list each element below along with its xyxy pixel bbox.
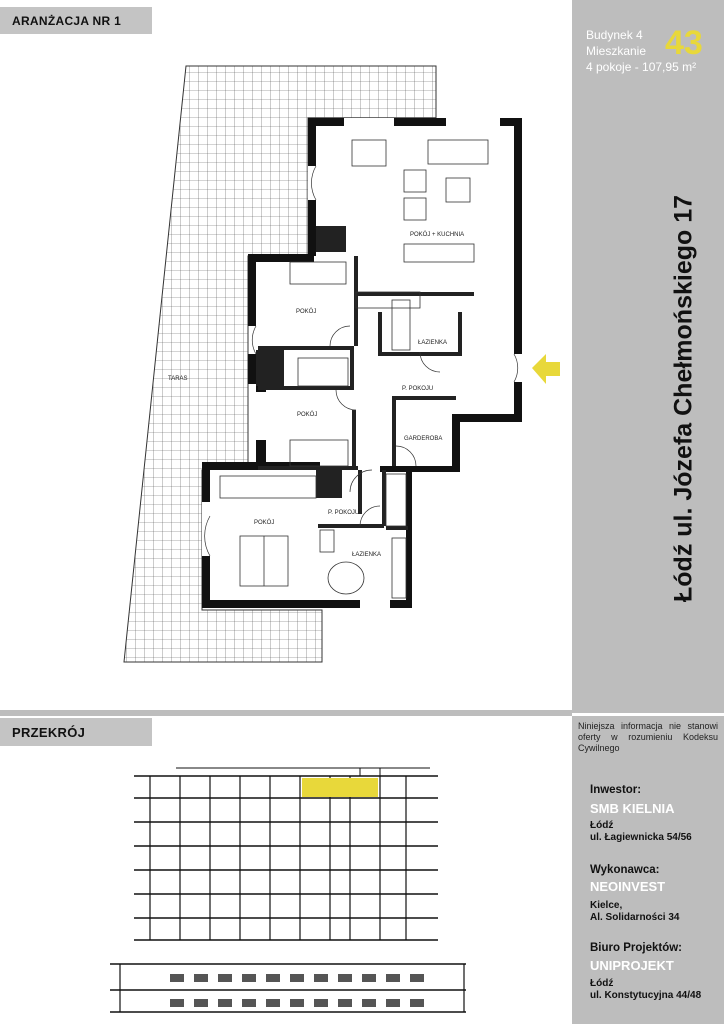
- building-section: [0, 746, 572, 1024]
- highlighted-apartment: [302, 778, 378, 797]
- contractor-street: Al. Solidarności 34: [590, 912, 680, 923]
- designer-street: ul. Konstytucyjna 44/48: [590, 990, 702, 1001]
- arrow-left-icon: [532, 354, 560, 384]
- contractor-name: NEOINVEST: [590, 879, 666, 894]
- designer-city: Łódź: [590, 978, 614, 989]
- investor-street: ul. Łagiewnicka 54/56: [590, 832, 692, 843]
- label-room-bottom: POKÓJ: [254, 520, 275, 526]
- apartment-label: Mieszkanie: [586, 44, 647, 58]
- apartment-number: 43: [665, 24, 703, 62]
- label-bath-top: ŁAZIENKA: [418, 340, 448, 346]
- roof-structure: [176, 768, 430, 776]
- label-wardrobe: GARDEROBA: [404, 436, 443, 442]
- designer-name: UNIPROJEKT: [590, 958, 674, 973]
- investor-city: Łódź: [590, 820, 614, 831]
- label-living-kitchen: POKÓJ + KUCHNIA: [410, 232, 465, 238]
- investor-name: SMB KIELNIA: [590, 801, 675, 816]
- contractor-city: Kielce,: [590, 900, 623, 911]
- label-bath-bottom: ŁAZIENKA: [352, 552, 382, 558]
- label-room-mid: POKÓJ: [297, 412, 318, 418]
- arrangement-tag: ARANŻACJA NR 1: [0, 7, 152, 34]
- label-hall-main: P. POKOJU: [402, 386, 434, 392]
- section-tag: PRZEKRÓJ: [0, 718, 152, 746]
- address-vertical: Łódź ul. Józefa Chełmońskiego 17: [669, 194, 698, 602]
- terrace-label: TARAS: [168, 376, 188, 382]
- building-label: Budynek 4: [586, 28, 643, 42]
- sidebar-divider: [572, 713, 724, 716]
- label-hall-small: P. POKOJU: [328, 510, 360, 516]
- label-room-top: POKÓJ: [296, 309, 317, 315]
- disclaimer: Niniejsza informacja nie stanowi oferty w rozumieniu Kodeksu Cywilnego: [578, 721, 718, 753]
- apartment-summary: 4 pokoje - 107,95 m²: [586, 60, 697, 74]
- contractor-role: Wykonawca:: [590, 864, 660, 876]
- designer-role: Biuro Projektów:: [590, 942, 683, 954]
- investor-role: Inwestor:: [590, 784, 642, 796]
